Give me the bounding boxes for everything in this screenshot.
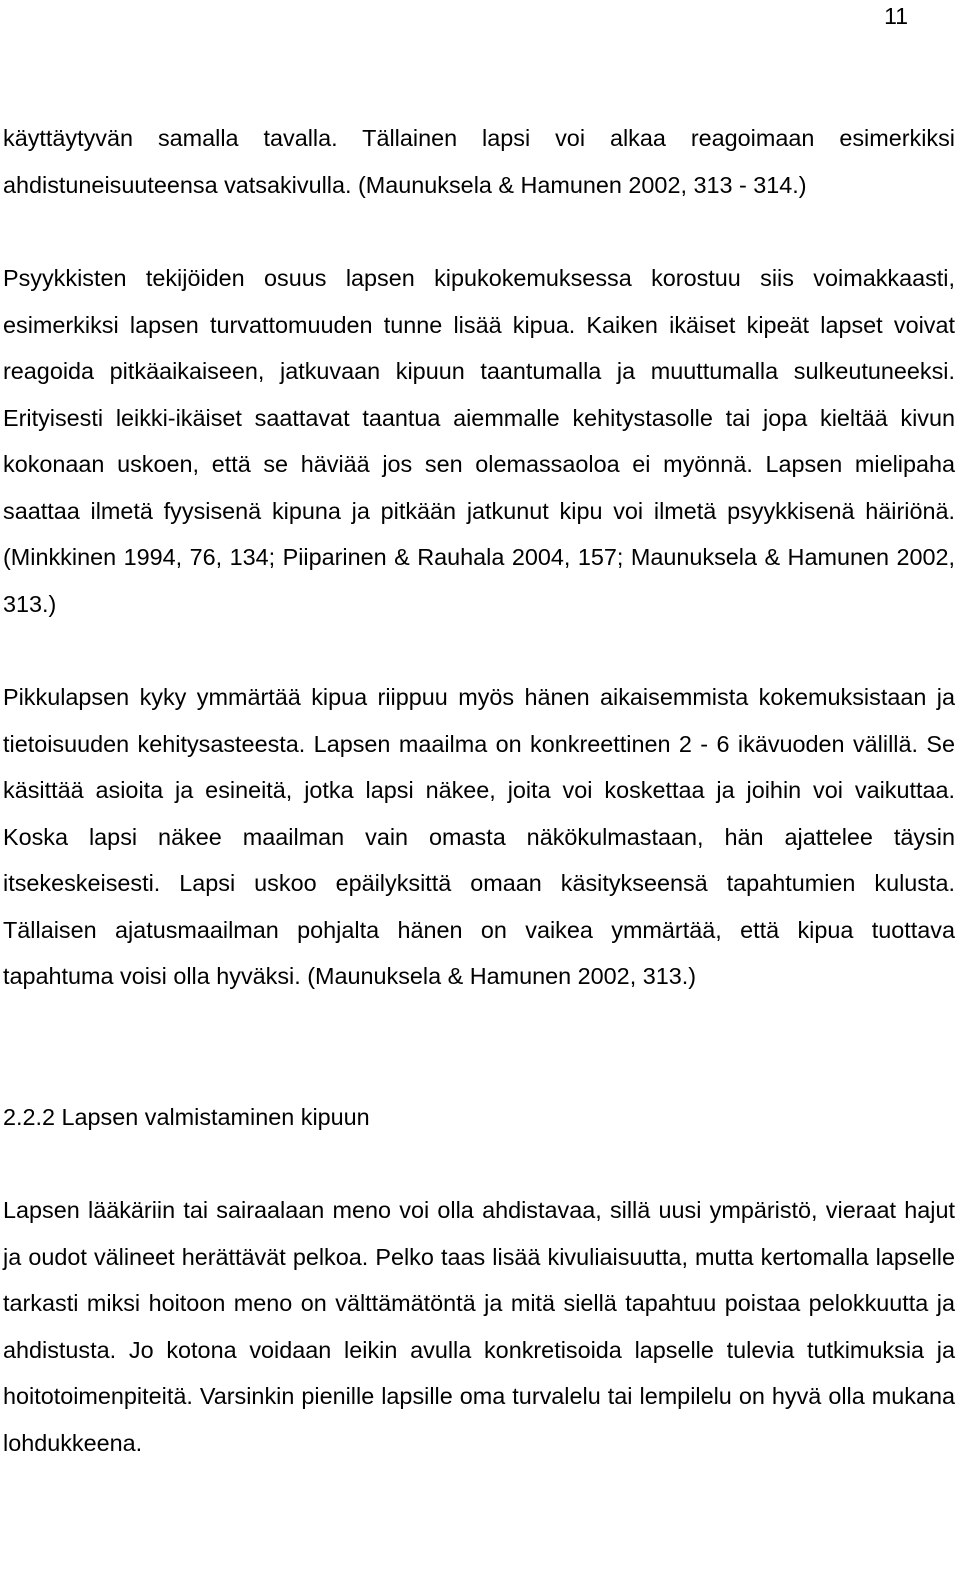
section-spacer (3, 1000, 955, 1094)
section-paragraph: Lapsen lääkäriin tai sairaalaan meno voi olla ahdistavaa, sillä uusi ympäristö, vieraat hajut ja oudot välineet herättävät pelkoa. Pelko taas lisää kivuliaisuutta, mutta kertomalla lapselle tarkasti miksi hoitoon meno on välttämätöntä ja mitä siellä tapahtuu poistaa pelokkuutta ja ahdistusta. Jo kotona voidaan leikin avulla konkretisoida lapselle tulevia tutkimuksia ja hoitotoimenpiteitä. Varsinkin pienille lapsille oma turvalelu tai lempilelu on hyvä olla mukana lohdukkeena. (3, 1197, 955, 1456)
paragraph-spacer (3, 208, 955, 255)
section-heading: 2.2.2 Lapsen valmistaminen kipuun (3, 1103, 370, 1130)
paragraph-spacer (3, 627, 955, 674)
page-number: 11 (884, 3, 908, 29)
body-paragraph-3: Pikkulapsen kyky ymmärtää kipua riippuu myös hänen aikaisemmista kokemuksistaan ja tietoisuuden kehitysasteesta. Lapsen maailma on konkreettinen 2 - 6 ikävuoden välillä. Se käsittää asioita ja esineitä, jotka lapsi näkee, joita voi koskettaa ja joihin voi vaikuttaa. Koska lapsi näkee maailman vain omasta näkökulmastaan, hän ajattelee täysin itsekeskeisesti. Lapsi uskoo epäilyksittä omaan käsitykseensä tapahtumien kulusta. Tällaisen ajatusmaailman pohjalta hänen on vaikea ymmärtää, että kipua tuottava tapahtuma voisi olla hyväksi. (Maunuksela & Hamunen 2002, 313.) (3, 684, 955, 989)
body-paragraph-2: Psyykkisten tekijöiden osuus lapsen kipukokemuksessa korostuu siis voimakkaasti, esimerkiksi lapsen turvattomuuden tunne lisää kipua. Kaiken ikäiset kipeät lapset voivat reagoida pitkäaikaiseen, jatkuvaan kipuun taantumalla ja muuttumalla sulkeutuneeksi. Erityisesti leikki-ikäiset saattavat taantua aiemmalle kehitystasolle tai jopa kieltää kivun kokonaan uskoen, että se häviää jos sen olemassaoloa ei myönnä. Lapsen mielipaha saattaa ilmetä fyysisenä kipuna ja pitkään jatkunut kipu voi ilmetä psyykkisenä häiriönä. (Minkkinen 1994, 76, 134; Piiparinen & Rauhala 2004, 157; Maunuksela & Hamunen 2002, 313.) (3, 265, 955, 617)
paragraph-spacer (3, 1140, 955, 1187)
body-paragraph-1: käyttäytyvän samalla tavalla. Tällainen lapsi voi alkaa reagoimaan esimerkiksi ahdistuneisuuteensa vatsakivulla. (Maunuksela & Hamunen 2002, 313 - 314.) (3, 125, 955, 198)
document-body (3, 115, 955, 1466)
